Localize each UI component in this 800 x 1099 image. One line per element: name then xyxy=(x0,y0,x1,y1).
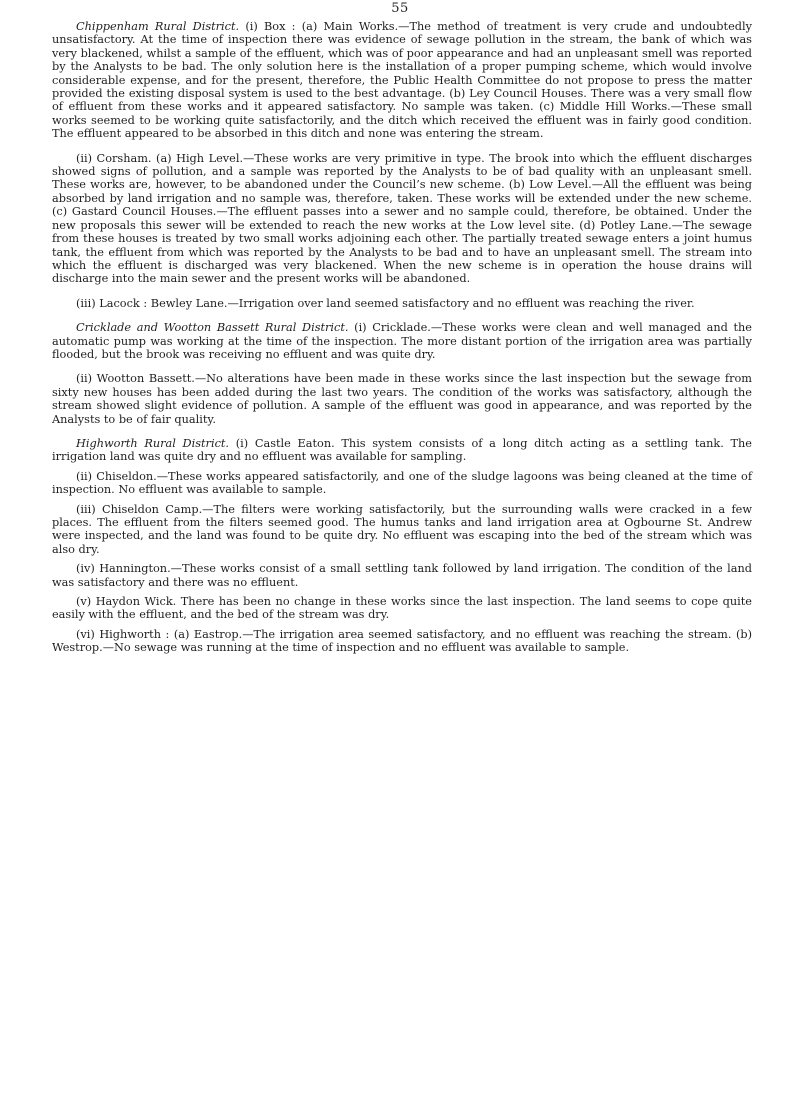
paragraph-highworth xyxy=(52,628,752,655)
paragraph-text: (iii) Chiseldon Camp.—The filters were working satisfactorily, but the surrounding walls were cracked in a few places. The effluent from the filters seemed good. The humus tanks and land irrigation area at Ogbourne St. Andrew were inspected, and the land was found to be quite dry. No effluent was escaping into the bed of the stream which was also dry. xyxy=(52,502,752,556)
paragraph-text: (ii) Chiseldon.—These works appeared satisfactorily, and one of the sludge lagoons was being cleaned at the time of inspection. No effluent was available to sample. xyxy=(52,469,752,497)
paragraph-lacock xyxy=(52,297,752,310)
paragraph-text: (iv) Hannington.—These works consist of a small settling tank followed by land irrigation. The condition of the land was satisfactory and there was no effluent. xyxy=(52,562,752,589)
paragraph-text: (iii) Lacock : Bewley Lane.—Irrigation over land seemed satisfactory and no effluent was reaching the river. xyxy=(76,296,695,310)
paragraph-text: (ii) Corsham. (a) High Level.—These works are very primitive in type. The brook into which the effluent discharges showed signs of pollution, and a sample was reported by the Analysts to be of bad quality with an unpleasant smell. These works are, however, to be abandoned under the Council’s new scheme. (b) Low Level.—All the effluent was being absorbed by land irrigation and no sample was, therefore, taken. These works will be extended under the new scheme. (c) Gastard Council Houses.—The effluent passes into a sewer and no sample could, therefore, be obtained. Under the new proposals this sewer will be extended to reach the new works at the Low level site. (d) Potley Lane.—The sewage from these houses is treated by two small works adjoining each other. The partially treated sewage enters a joint humus tank, the effluent from which was reported by the Analysts to be bad and to have an unpleasant smell. The stream into which the effluent is discharged was very blackened. When the new scheme is in operation the house drains will discharge into the main sewer and the present works will be abandoned. xyxy=(52,151,752,286)
paragraph-wootton-bassett xyxy=(52,372,752,426)
paragraph-chiseldon xyxy=(52,470,752,497)
paragraph-text: (vi) Highworth : (a) Eastrop.—The irrigation area seemed satisfactory, and no effluent was reaching the stream. (b) Westrop.—No sewage was running at the time of inspection and no effluent was available to sample. xyxy=(52,627,752,655)
paragraph-chiseldon-camp xyxy=(52,503,752,557)
district-heading: Chippenham Rural District. xyxy=(76,20,240,33)
paragraph-haydon-wick xyxy=(52,595,752,622)
paragraph-chippenham-box xyxy=(52,20,752,141)
paragraph-text: (v) Haydon Wick. There has been no change in these works since the last inspection. The land seems to cope quite easily with the effluent, and the bed of the stream was dry. xyxy=(52,595,752,622)
paragraph-text: (i) Box : (a) Main Works.—The method of treatment is very crude and undoubtedly unsatisfactory. At the time of inspection there was evidence of sewage pollution in the stream, the bank of which was very blackened, whilst a sample of the effluent, which was of poor appearance and had an unpleasant smell was reported by the Analysts to be bad. The only solution here is the installation of a proper pumping scheme, which would involve considerable expense, and for the present, therefore, the Public Health Committee do not propose to press the matter provided the existing disposal system is used to the best advantage. (b) Ley Council Houses. There was a very small flow of effluent from these works and it appeared satisfactory. No sample was taken. (c) Middle Hill Works.—These small works seemed to be working quite satisfactorily, and the ditch which received the effluent was in fairly good condition. The effluent appeared to be absorbed in this ditch and none was entering the stream. xyxy=(52,20,752,141)
document-body xyxy=(52,20,752,655)
paragraph-hannington xyxy=(52,562,752,589)
page-number: 55 xyxy=(391,1,409,16)
paragraph-castle-eaton xyxy=(52,437,752,464)
paragraph-text: (i) Castle Eaton. This system consists of a long ditch acting as a settling tank. The irrigation land was quite dry and no effluent was available for sampling. xyxy=(52,436,752,464)
paragraph-text: (i) Cricklade.—These works were clean and well managed and the automatic pump was working at the time of the inspection. The more distant portion of the irrigation area was partially flooded, but the brook was receiving no effluent and was quite dry. xyxy=(52,321,752,361)
district-heading: Cricklade and Wootton Bassett Rural District. xyxy=(76,321,349,335)
district-heading: Highworth Rural District. xyxy=(76,436,230,450)
paragraph-text: (ii) Wootton Bassett.—No alterations have been made in these works since the last inspection but the sewage from sixty new houses has been added during the last two years. The condition of the works was satisfactory, although the stream showed slight evidence of pollution. A sample of the effluent was good in appearance, and was reported by the Analysts to be of fair quality. xyxy=(52,372,752,426)
paragraph-corsham xyxy=(52,152,752,286)
paragraph-cricklade xyxy=(52,321,752,361)
